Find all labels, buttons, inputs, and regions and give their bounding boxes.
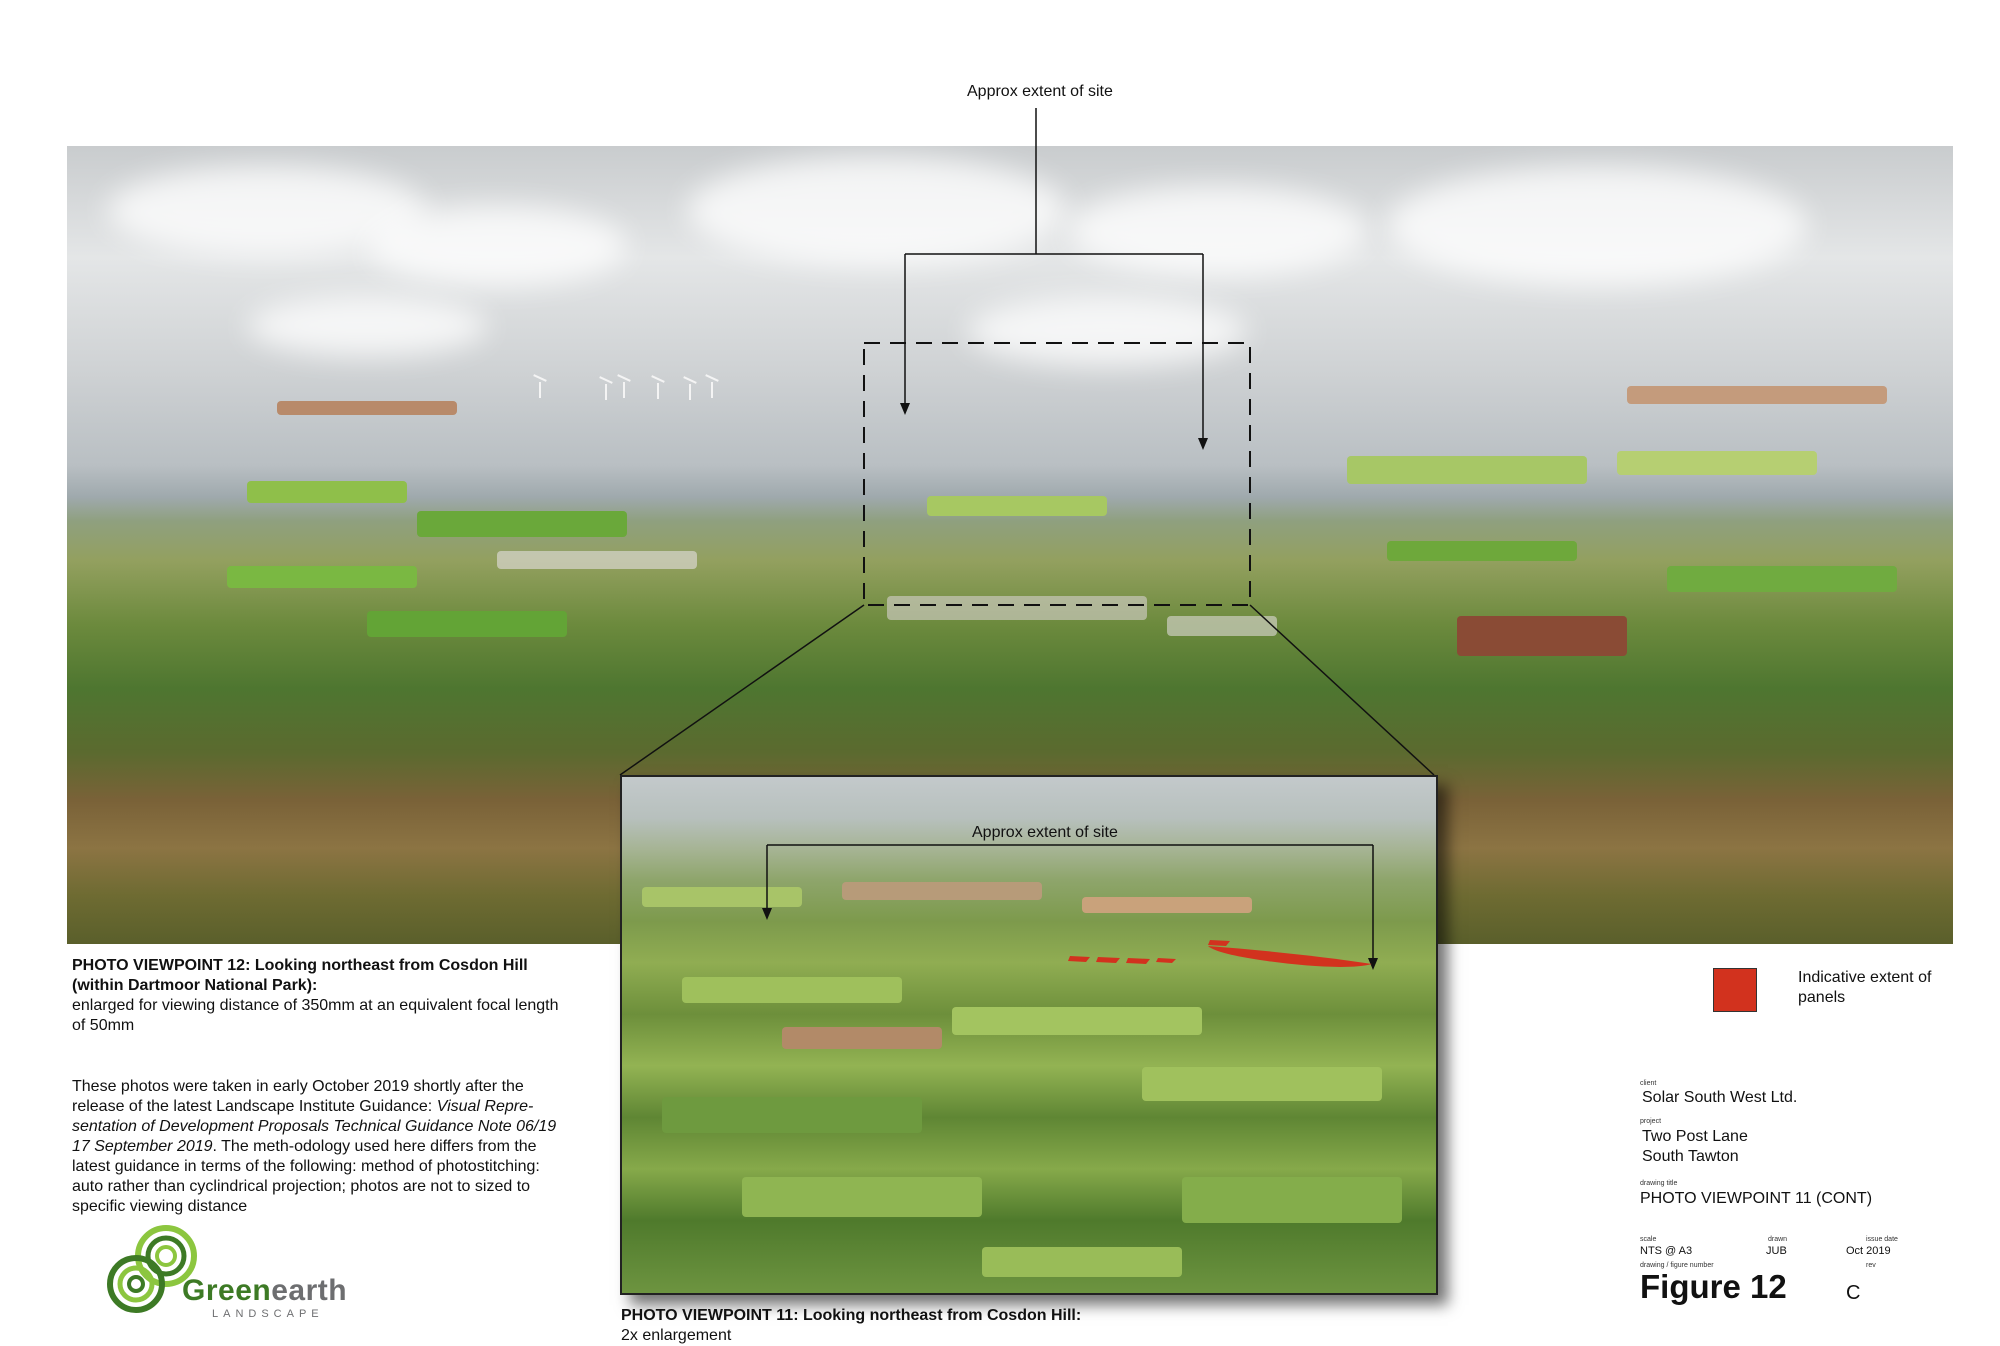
legend-label: Indicative extent of panels bbox=[1798, 969, 1932, 1006]
vp12-subtext: enlarged for viewing distance of 350mm at an equivalent focal length of 50mm bbox=[72, 997, 559, 1034]
drawing-title-caption: drawing title bbox=[1640, 1180, 1678, 1187]
greenearth-logo-name bbox=[182, 1274, 347, 1308]
greenearth-logo bbox=[100, 1222, 360, 1322]
figure-number-caption: drawing / figure number bbox=[1640, 1262, 1714, 1269]
project-caption: project bbox=[1640, 1118, 1662, 1125]
logo-name-bold: Green bbox=[182, 1274, 272, 1307]
client-caption: client bbox=[1640, 1080, 1657, 1087]
rev-value: C bbox=[1846, 1282, 1861, 1304]
project-line-1: Two Post Lane bbox=[1642, 1128, 1748, 1145]
vp11-heading: PHOTO VIEWPOINT 11: Looking northeast from Cosdon Hill: bbox=[621, 1307, 1082, 1324]
project-line-2: South Tawton bbox=[1642, 1148, 1739, 1165]
figure-number-value: Figure 12 bbox=[1640, 1268, 1787, 1305]
issue-date-caption: issue date bbox=[1866, 1236, 1898, 1243]
logo-name-rest: earth bbox=[271, 1274, 348, 1307]
vp12-heading: PHOTO VIEWPOINT 12: Looking northeast from Cosdon Hill (within Dartmoor National Park): bbox=[72, 957, 528, 994]
indicative-panel-areas bbox=[1068, 940, 1372, 967]
client-value: Solar South West Ltd. bbox=[1642, 1089, 1798, 1106]
vp12-caption bbox=[72, 956, 572, 1036]
drawing-title-value: PHOTO VIEWPOINT 11 (CONT) bbox=[1640, 1190, 1873, 1207]
scale-caption: scale bbox=[1640, 1236, 1657, 1243]
greenearth-logo-tagline: LANDSCAPE bbox=[212, 1308, 324, 1320]
issue-date-value: Oct 2019 bbox=[1846, 1245, 1891, 1257]
note-text-start: These photos were taken in early October 2019 shortly after the release of the latest Landscape Institute Guidance: bbox=[72, 1078, 524, 1115]
rev-caption: rev bbox=[1866, 1262, 1876, 1269]
note-text-end: . The meth-odology used here differs from the latest guidance in terms of the following: method of photostitching: auto rather than cyclindrical projection; photos are not to sized to specific viewing distance bbox=[72, 1138, 540, 1215]
drawn-value: JUB bbox=[1766, 1245, 1787, 1257]
main-site-extent-label: Approx extent of site bbox=[967, 83, 1113, 100]
inset-site-extent-label: Approx extent of site bbox=[972, 824, 1118, 841]
vp11-caption bbox=[621, 1306, 1421, 1346]
methodology-note bbox=[72, 1077, 572, 1217]
legend-swatch-panels bbox=[1713, 968, 1757, 1012]
drawn-caption: drawn bbox=[1768, 1236, 1788, 1243]
scale-value: NTS @ A3 bbox=[1640, 1245, 1693, 1257]
vp11-subtext: 2x enlargement bbox=[621, 1327, 732, 1344]
note-guidance-title: Visual Repre-sentation of Development Proposals Technical Guidance Note 06/19 17 September 2019 bbox=[72, 1098, 557, 1155]
